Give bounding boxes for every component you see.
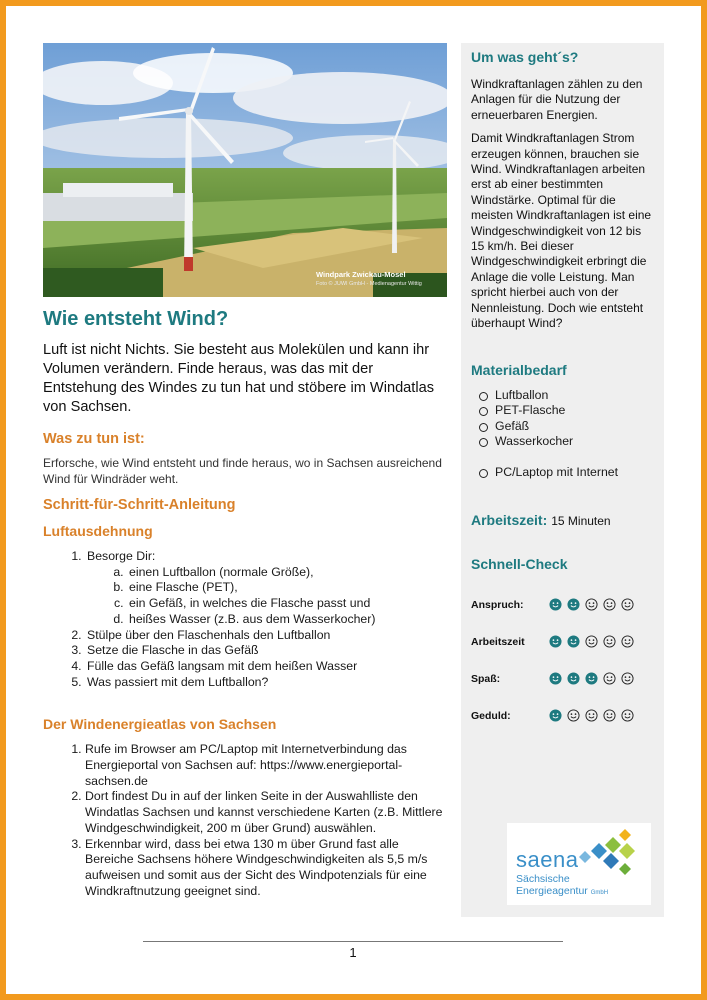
section1-steps — [43, 549, 448, 690]
quick-check-heading: Schnell-Check — [471, 556, 568, 573]
quick-check-row — [471, 623, 654, 660]
smiley-outline-icon — [585, 598, 598, 611]
section1-heading: Luftausdehnung — [43, 523, 153, 539]
smiley-filled-icon — [567, 598, 580, 611]
work-time — [471, 512, 654, 530]
smiley-filled-icon — [549, 709, 562, 722]
quick-check-label: Spaß: — [471, 672, 501, 685]
work-time-label: Arbeitszeit: — [471, 512, 548, 529]
smiley-outline-icon — [603, 598, 616, 611]
list-item: Luftballon — [479, 388, 654, 404]
sidebar-paragraph: Damit Windkraftanlagen Strom erzeugen können, brauchen sie Wind. Windkraftanlagen arbeiten erst ab einer bestimmten Windstärke. Optimal für die meisten Windkraftanlagen ist eine Windgeschwindigkeit von 12 bis 15 km/h. Bei dieser Windgeschwindigkeit erbringt die Anlage die volle Leistung. Man spricht hierbei auch von der Nennleistung. Doch wie entsteht überhaupt Wind? — [471, 131, 652, 331]
list-item: PET-Flasche — [479, 403, 654, 419]
page-number: 1 — [349, 945, 357, 960]
work-time-value: 15 Minuten — [551, 514, 611, 529]
quick-check-label: Arbeitszeit — [471, 635, 525, 648]
smiley-filled-icon — [549, 672, 562, 685]
page-title: Wie entsteht Wind? — [43, 308, 229, 330]
main-content — [43, 308, 448, 899]
smiley-filled-icon — [567, 635, 580, 648]
rating-faces — [549, 598, 634, 611]
circle-bullet-icon — [479, 392, 488, 401]
smiley-filled-icon — [549, 598, 562, 611]
smiley-outline-icon — [603, 635, 616, 648]
list-item: Gefäß — [479, 419, 654, 435]
section2-heading: Der Windenergieatlas von Sachsen — [43, 716, 277, 733]
intro-text: Luft ist nicht Nichts. Sie besteht aus Molekülen und kann ihr Volumen verändern. Finde heraus, was das mit der Entstehung des Windes zu tun hat und stöbere im Windatlas von Sachsen. — [43, 342, 435, 415]
circle-bullet-icon — [479, 407, 488, 416]
list-item: Wasserkocher — [479, 434, 654, 450]
smiley-outline-icon — [621, 635, 634, 648]
wind-farm-photo — [43, 43, 447, 297]
smiley-filled-icon — [567, 672, 580, 685]
logo-name: saena — [516, 847, 579, 872]
footer-divider — [143, 941, 563, 942]
smiley-outline-icon — [585, 635, 598, 648]
smiley-outline-icon — [585, 709, 598, 722]
list-item: 5. Was passiert mit dem Luftballon? — [85, 675, 448, 691]
smiley-outline-icon — [621, 709, 634, 722]
sidebar-paragraph: Windkraftanlagen zählen zu den Anlagen für die Nutzung der erneuerbaren Energien. — [471, 77, 643, 122]
list-item: c. ein Gefäß, in welches die Flasche passt und — [127, 596, 448, 612]
photo-caption: Windpark Zwickau-Mosel — [316, 270, 406, 279]
circle-bullet-icon — [479, 469, 488, 478]
quick-check-label: Geduld: — [471, 709, 511, 722]
smiley-outline-icon — [621, 598, 634, 611]
quick-check-label: Anspruch: — [471, 598, 524, 611]
rating-faces — [549, 709, 634, 722]
material-list — [471, 388, 654, 481]
photo-credit: Foto © JUWI GmbH - Medienagentur Wittig — [316, 281, 422, 287]
task-text: Erforsche, wie Wind entsteht und finde heraus, wo in Sachsen ausreichend Wind für Windräder weht. — [43, 456, 442, 486]
sidebar-heading: Um was geht´s? — [471, 49, 579, 65]
info-sidebar — [461, 43, 664, 917]
substeps-list — [87, 565, 448, 628]
quick-check-row — [471, 697, 654, 734]
smiley-outline-icon — [567, 709, 580, 722]
circle-bullet-icon — [479, 423, 488, 432]
list-item: 2. Stülpe über den Flaschenhals den Luftballon — [85, 628, 448, 644]
smiley-outline-icon — [603, 709, 616, 722]
task-heading: Was zu tun ist: — [43, 431, 145, 447]
quick-check-table — [471, 586, 654, 734]
list-item: 1. Besorge Dir: a. einen Luftballon (normale Größe), b. eine Flasche (PET), c. ein Gefäß, in welches die Flasche passt und d. heißes Wasser (z.B. aus dem Wasserkocher) — [85, 549, 448, 628]
list-item: b. eine Flasche (PET), — [127, 580, 448, 596]
rating-faces — [549, 635, 634, 648]
rating-faces — [549, 672, 634, 685]
quick-check-row — [471, 586, 654, 623]
logo-subtitle: Sächsische Energieagentur GmbH — [516, 873, 609, 897]
list-item: 2. Dort findest Du in auf der linken Seite in der Auswahlliste den Windatlas Sachsen und kannst verschiedene Karten (z.B. Mittlere Windgeschwindigkeit, 200 m über Grund) auswählen. — [85, 789, 448, 836]
list-item: d. heißes Wasser (z.B. aus dem Wasserkocher) — [127, 612, 448, 628]
list-item: a. einen Luftballon (normale Größe), — [127, 565, 448, 581]
list-item: 1. Rufe im Browser am PC/Laptop mit Internetverbindung das Energieportal von Sachsen auf: https://www.energieportal-sachsen.de — [85, 742, 448, 789]
smiley-outline-icon — [621, 672, 634, 685]
list-item: 3. Erkennbar wird, dass bei etwa 130 m über Grund fast alle Bereiche Sachsens höhere Windgeschwindigkeiten als 5,5 m/s aufweisen und somit aus der Sicht des Windpotenzials für eine Windkraftnutzung geeignet sind. — [85, 837, 448, 900]
smiley-outline-icon — [603, 672, 616, 685]
list-item: 3. Setze die Flasche in das Gefäß — [85, 643, 448, 659]
smiley-filled-icon — [549, 635, 562, 648]
smiley-filled-icon — [585, 672, 598, 685]
circle-bullet-icon — [479, 438, 488, 447]
section2-steps — [43, 742, 448, 899]
list-item: 4. Fülle das Gefäß langsam mit dem heißen Wasser — [85, 659, 448, 675]
guide-heading: Schritt-für-Schritt-Anleitung — [43, 497, 236, 513]
saena-logo — [507, 823, 651, 905]
list-item: PC/Laptop mit Internet — [479, 465, 654, 481]
quick-check-row — [471, 660, 654, 697]
material-heading: Materialbedarf — [471, 361, 567, 378]
